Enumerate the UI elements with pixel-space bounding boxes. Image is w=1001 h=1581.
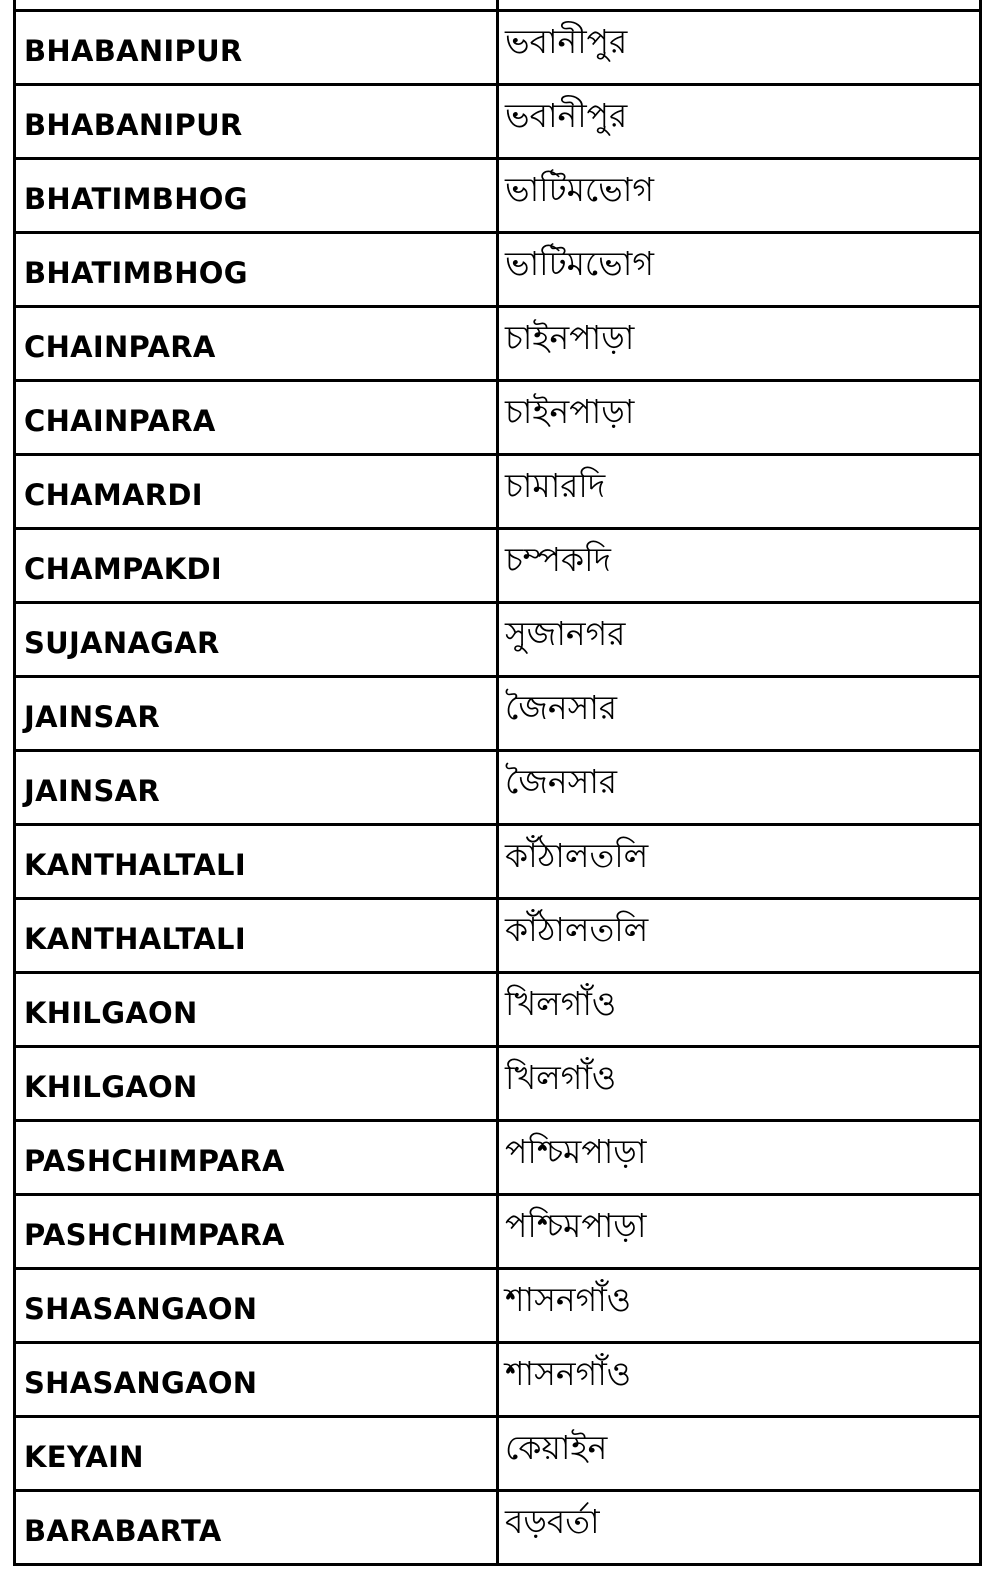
english-name-cell: BHATIMBHOG — [15, 159, 498, 233]
table-row — [15, 1047, 981, 1121]
table-row — [15, 159, 981, 233]
english-name-cell: KEYAIN — [15, 1417, 498, 1491]
table-row — [15, 1491, 981, 1565]
english-name-cell: KANTHALTALI — [15, 825, 498, 899]
english-name-cell: CHAMPAKDI — [15, 529, 498, 603]
english-name-cell: PASHCHIMPARA — [15, 1195, 498, 1269]
bengali-name-cell: বড়বর্তা — [498, 1491, 981, 1565]
english-name-cell: KHILGAON — [15, 973, 498, 1047]
bengali-name-cell: জৈনসার — [498, 677, 981, 751]
bengali-name-cell: চাইনপাড়া — [498, 381, 981, 455]
table-header-row-cropped — [15, 0, 981, 11]
english-name-cell: PASHCHIMPARA — [15, 1121, 498, 1195]
table-row — [15, 751, 981, 825]
bengali-name-cell: চাইনপাড়া — [498, 307, 981, 381]
english-name-cell: SHASANGAON — [15, 1343, 498, 1417]
bengali-name-cell: ভাটিমভোগ — [498, 233, 981, 307]
table-row — [15, 899, 981, 973]
table-row — [15, 455, 981, 529]
english-name-cell: CHAINPARA — [15, 381, 498, 455]
table-row — [15, 307, 981, 381]
table-row — [15, 1195, 981, 1269]
bengali-name-cell: ভবানীপুর — [498, 11, 981, 85]
table-row — [15, 85, 981, 159]
bengali-name-cell: চম্পকদি — [498, 529, 981, 603]
table-row — [15, 1343, 981, 1417]
bengali-name-cell: সুজানগর — [498, 603, 981, 677]
bengali-name-cell: ভবানীপুর — [498, 85, 981, 159]
bengali-name-cell: চামারদি — [498, 455, 981, 529]
english-name-cell: SUJANAGAR — [15, 603, 498, 677]
english-name-cell: CHAMARDI — [15, 455, 498, 529]
table-row — [15, 529, 981, 603]
table-row — [15, 677, 981, 751]
english-name-cell: KANTHALTALI — [15, 899, 498, 973]
table-row — [15, 825, 981, 899]
bengali-name-cell: কেয়াইন — [498, 1417, 981, 1491]
table-row — [15, 11, 981, 85]
english-name-cell: BHATIMBHOG — [15, 233, 498, 307]
table-row — [15, 1121, 981, 1195]
english-name-cell: BHABANIPUR — [15, 11, 498, 85]
table-row — [15, 1417, 981, 1491]
english-name-cell: SHASANGAON — [15, 1269, 498, 1343]
english-name-cell: CHAINPARA — [15, 307, 498, 381]
bengali-name-cell: পশ্চিমপাড়া — [498, 1195, 981, 1269]
bengali-name-cell: খিলগাঁও — [498, 973, 981, 1047]
english-name-cell: BHABANIPUR — [15, 85, 498, 159]
table-row — [15, 381, 981, 455]
bengali-name-cell: খিলগাঁও — [498, 1047, 981, 1121]
english-name-cell: BARABARTA — [15, 1491, 498, 1565]
table-body — [15, 0, 981, 1565]
bengali-name-cell: কাঁঠালতলি — [498, 825, 981, 899]
place-name-table — [13, 0, 982, 1566]
table-row — [15, 1269, 981, 1343]
header-cell-english — [15, 0, 498, 11]
table-row — [15, 233, 981, 307]
english-name-cell: JAINSAR — [15, 751, 498, 825]
bengali-name-cell: পশ্চিমপাড়া — [498, 1121, 981, 1195]
bengali-name-cell: শাসনগাঁও — [498, 1269, 981, 1343]
bengali-name-cell: শাসনগাঁও — [498, 1343, 981, 1417]
header-cell-bengali — [498, 0, 981, 11]
bengali-name-cell: ভাটিমভোগ — [498, 159, 981, 233]
table-row — [15, 603, 981, 677]
english-name-cell: KHILGAON — [15, 1047, 498, 1121]
table-row — [15, 973, 981, 1047]
english-name-cell: JAINSAR — [15, 677, 498, 751]
bengali-name-cell: জৈনসার — [498, 751, 981, 825]
bengali-name-cell: কাঁঠালতলি — [498, 899, 981, 973]
